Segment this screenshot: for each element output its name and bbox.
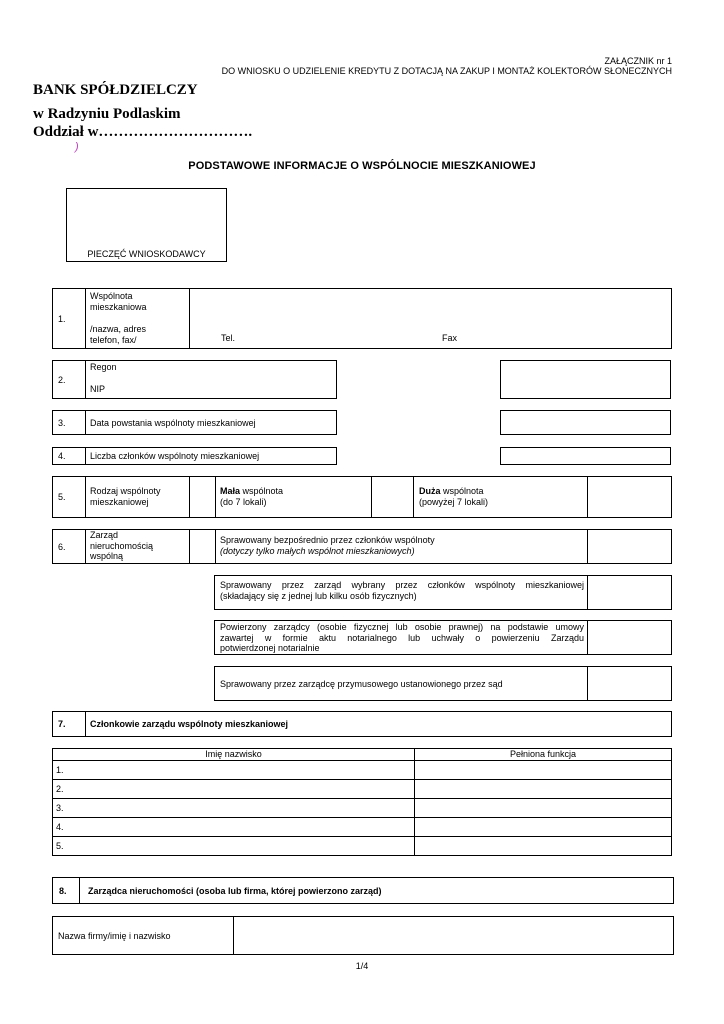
- company-name-label: Nazwa firmy/imię i nazwisko: [58, 931, 171, 941]
- stamp-label: PIECZĘĆ WNIOSKODAWCY: [87, 249, 206, 259]
- section-6-number: 6.: [58, 542, 66, 552]
- section-5-number: 5.: [58, 492, 66, 502]
- table-row[interactable]: 5.: [56, 841, 64, 851]
- management-option-4-row: [214, 666, 672, 701]
- management-option-1: Sprawowany bezpośrednio przez członków wspólnoty (dotyczy tylko małych wspólnot mieszkaniowych): [220, 535, 435, 556]
- management-option-3: Powierzony zarządcy (osobie fizycznej lub osobie prawnej) na podstawie umowy zawartej w formie aktu notarialnego lub uchwały o powierzeniu Zarządu potwierdzonej notarialnie: [220, 622, 584, 653]
- management-option-4: Sprawowany przez zarządcę przymusowego ustanowionego przez sąd: [220, 679, 503, 689]
- bank-location: w Radzyniu Podlaskim: [33, 106, 181, 122]
- section-1-table: [52, 288, 672, 349]
- table-row[interactable]: 4.: [56, 822, 64, 832]
- tel-label: Tel.: [221, 333, 236, 343]
- small-community-checkbox[interactable]: [191, 478, 214, 516]
- management-option-2: Sprawowany przez zarząd wybrany przez członków wspólnoty mieszkaniowej (składający się z jednej lub kilku osób fizycznych): [220, 580, 584, 601]
- section-1-number: 1.: [58, 314, 66, 324]
- section-7-header: [52, 711, 672, 737]
- bank-name: BANK SPÓŁDZIELCZY: [33, 82, 198, 98]
- tel-field[interactable]: [243, 331, 438, 345]
- management-option-2-row: [214, 575, 672, 610]
- column-header-name: Imię nazwisko: [205, 749, 262, 759]
- section-2-table: [52, 360, 337, 399]
- large-community-field[interactable]: [589, 478, 671, 516]
- section-5-table: [52, 476, 672, 518]
- table-row[interactable]: 1.: [56, 765, 64, 775]
- company-name-field[interactable]: [235, 918, 671, 953]
- fax-field[interactable]: [463, 331, 663, 345]
- page-title: PODSTAWOWE INFORMACJE O WSPÓLNOCIE MIESZKANIOWEJ: [188, 160, 536, 172]
- section-3-number: 3.: [58, 418, 66, 428]
- section-8-number: 8.: [59, 886, 67, 896]
- founding-date-label: Data powstania wspólnoty mieszkaniowej: [90, 418, 256, 428]
- annex-number: ZAŁĄCZNIK nr 1: [604, 56, 672, 66]
- annex-subtitle: DO WNIOSKU O UDZIELENIE KREDYTU Z DOTACJĄ NA ZAKUP I MONTAŻ KOLEKTORÓW SŁONECZNYCH: [221, 66, 672, 76]
- members-count-field[interactable]: [500, 447, 671, 465]
- stamp-box[interactable]: [66, 188, 227, 262]
- fax-label: Fax: [442, 333, 458, 343]
- page-number: 1/4: [355, 961, 369, 971]
- members-count-label: Liczba członków wspólnoty mieszkaniowej: [90, 451, 260, 461]
- branch-line[interactable]: Oddział w………………………….: [33, 124, 253, 140]
- management-label: Zarząd nieruchomością wspólną: [90, 530, 154, 561]
- management-option-1-checkbox[interactable]: [589, 531, 671, 562]
- community-name-field[interactable]: [191, 290, 669, 330]
- pen-mark: ): [75, 141, 79, 153]
- regon-nip-field[interactable]: [500, 360, 671, 399]
- small-community-field[interactable]: [373, 478, 412, 516]
- table-row[interactable]: 3.: [56, 803, 64, 813]
- section-7-number: 7.: [58, 719, 66, 729]
- section-2-number: 2.: [58, 375, 66, 385]
- column-header-role: Pełniona funkcja: [509, 749, 577, 759]
- management-option-3-row: [214, 620, 672, 655]
- management-option-2-checkbox[interactable]: [589, 577, 671, 608]
- section-4-number: 4.: [58, 451, 66, 461]
- property-manager-table: [52, 916, 674, 955]
- board-members-table: [52, 748, 672, 856]
- nip-label: NIP: [90, 384, 106, 394]
- management-extra-field[interactable]: [191, 531, 214, 562]
- section-1-label: Wspólnota mieszkaniowa /nazwa, adres telefon, fax/: [90, 291, 147, 345]
- section-4-table: [52, 447, 337, 465]
- community-type-label: Rodzaj wspólnoty mieszkaniowej: [90, 486, 161, 507]
- table-row[interactable]: 2.: [56, 784, 64, 794]
- board-members-title: Członkowie zarządu wspólnoty mieszkaniowej: [90, 719, 289, 729]
- section-8-header: [52, 877, 674, 904]
- regon-label: Regon: [90, 362, 117, 372]
- management-option-3-checkbox[interactable]: [589, 622, 671, 653]
- property-manager-title: Zarządca nieruchomości (osoba lub firma, której powierzono zarząd): [88, 886, 382, 896]
- section-3-table: [52, 410, 337, 435]
- management-option-4-checkbox[interactable]: [589, 668, 671, 699]
- section-6-table: [52, 529, 672, 564]
- founding-date-field[interactable]: [500, 410, 671, 435]
- small-community-option: Mała wspólnota (do 7 lokali): [220, 486, 284, 507]
- large-community-option: Duża wspólnota (powyżej 7 lokali): [419, 486, 489, 507]
